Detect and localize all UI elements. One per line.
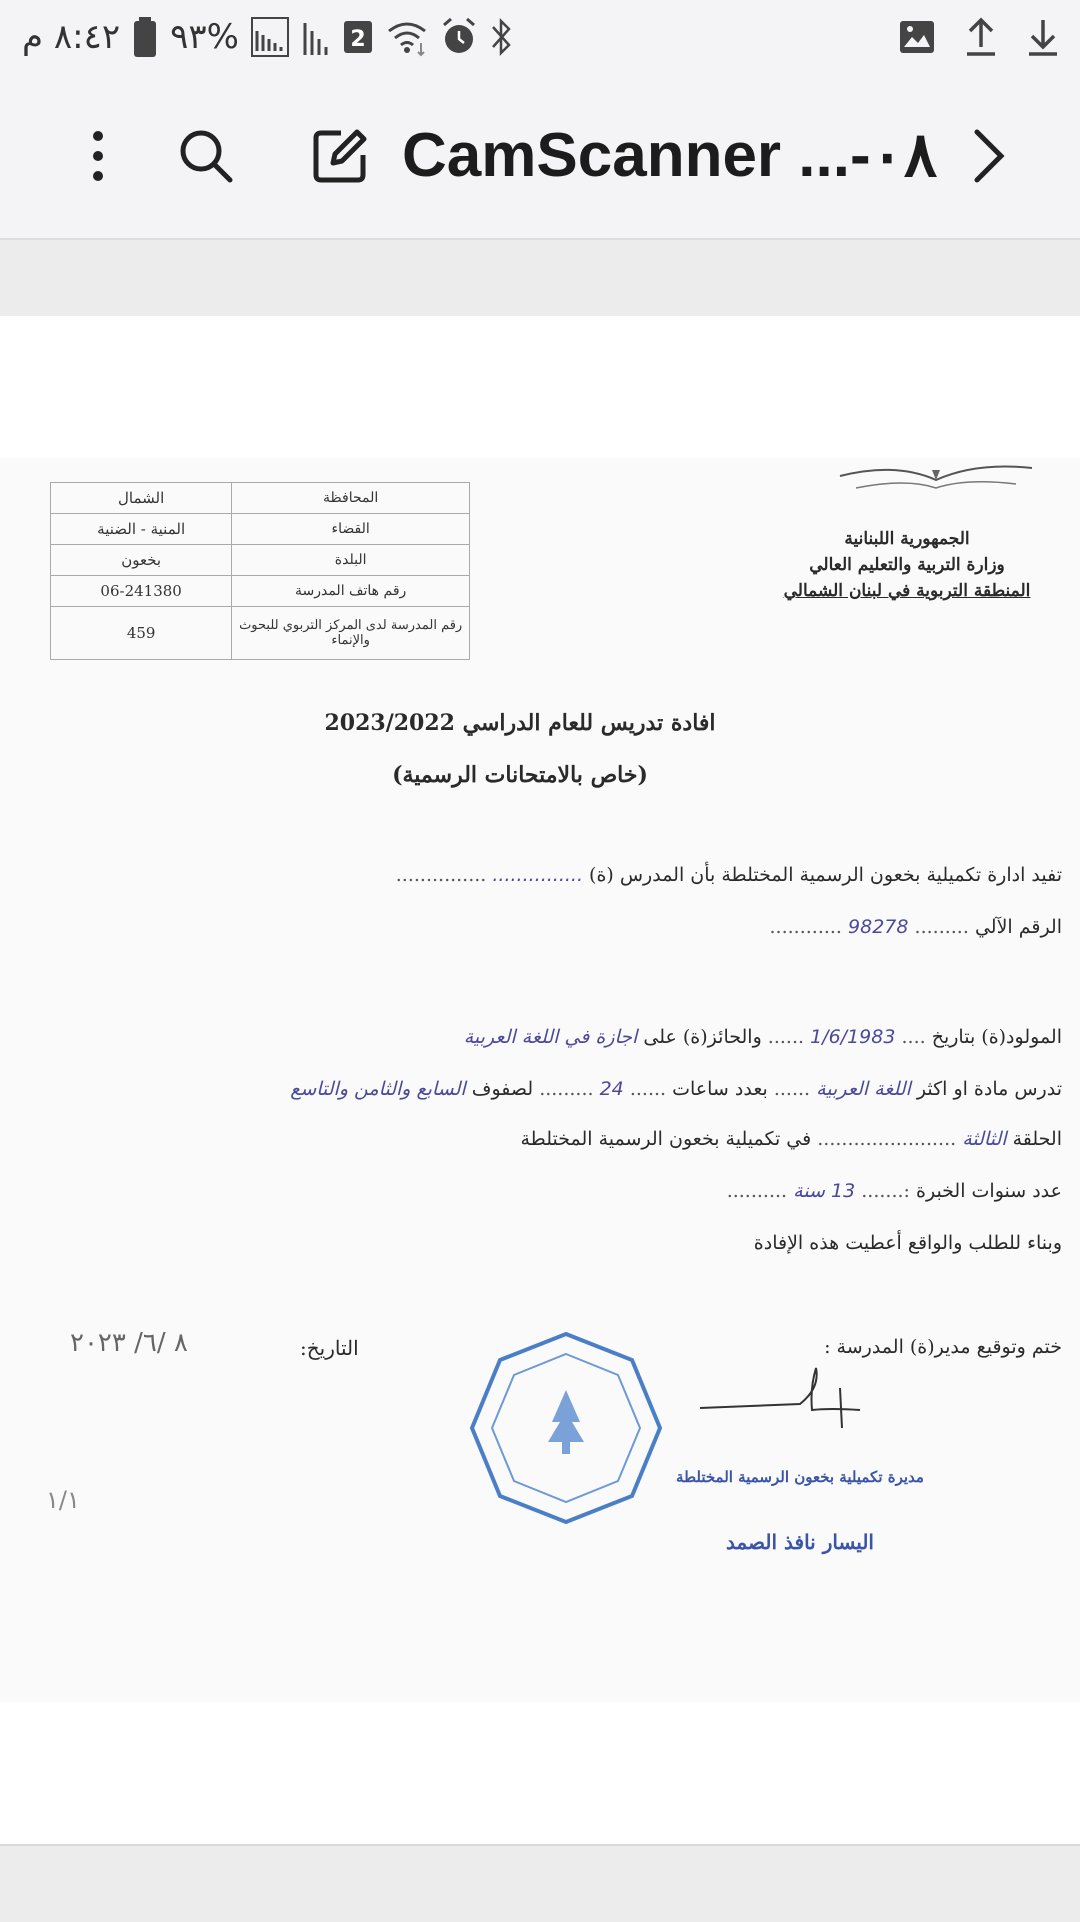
- status-left: [22, 12, 513, 62]
- document-page[interactable]: [0, 316, 1080, 1844]
- body-line-5: الحلقة الثالثة ....................... في تكميلية بخعون الرسمية المختلطة: [520, 1128, 1062, 1150]
- body-line-4: تدرس مادة او اكثر اللغة العربية ...... بعدد ساعات ...... 24 ......... لصفوف السابع والثامن والتاسع: [290, 1078, 1062, 1100]
- clock: ٨:٤٢ م: [22, 17, 121, 57]
- download-icon[interactable]: [1026, 17, 1060, 57]
- line6-text: عدد سنوات الخبرة: [916, 1180, 1062, 1202]
- line7-text: وبناء للطلب والواقع أعطيت هذه الإفادة: [753, 1232, 1062, 1254]
- line5-text-a: الحلقة: [1012, 1128, 1062, 1150]
- date-label: التاريخ:: [300, 1336, 359, 1360]
- table-cell-value: المنية - الضنية: [51, 514, 232, 545]
- body-line-2: الرقم الآلي ......... 98278 ............: [769, 916, 1062, 938]
- signature-icon: [690, 1348, 870, 1438]
- serial-number-handwritten: 98278: [848, 916, 909, 938]
- page-indicator: ١/١: [46, 1486, 80, 1514]
- line5-text-b: في تكميلية بخعون الرسمية المختلطة: [520, 1128, 812, 1150]
- table-row: [51, 545, 470, 576]
- chevron-right-icon[interactable]: [952, 120, 1024, 192]
- table-cell-value: 459: [51, 607, 232, 660]
- experience-handwritten: 13 سنة: [793, 1180, 856, 1202]
- line3-text-a: المولود(ة) بتاريخ: [931, 1026, 1062, 1048]
- signer-name: اليسار نافذ الصمد: [726, 1530, 874, 1554]
- school-stamp-icon: [468, 1330, 664, 1526]
- table-row: [51, 514, 470, 545]
- image-icon[interactable]: [898, 19, 936, 55]
- header-line-2: وزارة التربية والتعليم العالي: [809, 555, 1005, 575]
- document-title: CamScanner ...-٠٨: [402, 121, 938, 190]
- hours-handwritten: 24: [599, 1078, 624, 1100]
- battery-percent: %٩٣: [170, 17, 239, 57]
- body-line-1: تفيد ادارة تكميلية بخعون الرسمية المختلطة بأن المدرس (ة) ............... ...............: [395, 864, 1062, 886]
- table-cell-value: بخعون: [51, 545, 232, 576]
- line4-text-c: لصفوف: [471, 1078, 534, 1100]
- viewer-gap: [0, 240, 1080, 316]
- search-icon[interactable]: [170, 120, 242, 192]
- table-cell-value: الشمال: [51, 483, 232, 514]
- table-row: [51, 576, 470, 607]
- scanned-document: [0, 458, 1080, 1702]
- table-cell-label: رقم المدرسة لدى المركز التربوي للبحوث والإنماء: [232, 607, 470, 660]
- table-row: [51, 607, 470, 660]
- body-line-6: عدد سنوات الخبرة :....... 13 سنة ..........: [726, 1180, 1062, 1202]
- table-row: [51, 483, 470, 514]
- line1-text: تفيد ادارة تكميلية بخعون الرسمية المختلطة بأن المدرس (ة): [589, 864, 1062, 886]
- degree-handwritten: اجازة في اللغة العربية: [463, 1026, 638, 1048]
- sim-badge-text: 2: [350, 27, 366, 52]
- bluetooth-icon: [489, 17, 513, 57]
- header-line-1: الجمهورية اللبنانية: [844, 529, 970, 549]
- edit-icon[interactable]: [304, 120, 376, 192]
- document-subtitle: (خاص بالامتحانات الرسمية): [392, 762, 648, 788]
- grades-handwritten: السابع والثامن والتاسع: [290, 1078, 466, 1100]
- more-vert-icon[interactable]: [62, 120, 134, 192]
- status-right: [898, 12, 1060, 62]
- line4-text-b: بعدد ساعات: [672, 1078, 768, 1100]
- line3-text-b: والحائز(ة) على: [643, 1026, 762, 1048]
- line2-text: الرقم الآلي: [974, 916, 1062, 938]
- subject-handwritten: اللغة العربية: [816, 1078, 911, 1100]
- table-cell-label: القضاء: [232, 514, 470, 545]
- signal-box-icon: [251, 17, 289, 57]
- body-line-7: [754, 1232, 1062, 1254]
- signature-label: ختم وتوقيع مدير(ة) المدرسة :: [824, 1336, 1062, 1358]
- bottom-bar: [0, 1844, 1080, 1922]
- table-cell-label: رقم هاتف المدرسة: [232, 576, 470, 607]
- date-handwritten: ٨ /٦/ ٢٠٢٣: [70, 1328, 188, 1358]
- teacher-name-handwritten: ...............: [492, 864, 583, 886]
- sim-badge-icon: [343, 20, 373, 54]
- body-line-3: المولود(ة) بتاريخ .... 1/6/1983 ...... والحائز(ة) على اجازة في اللغة العربية: [463, 1026, 1062, 1048]
- alarm-icon: [441, 17, 477, 57]
- line4-text-a: تدرس مادة او اكثر: [916, 1078, 1062, 1100]
- cycle-handwritten: الثالثة: [962, 1128, 1007, 1150]
- document-main-title: افادة تدريس للعام الدراسي 2023/2022: [324, 710, 716, 736]
- school-info-table: [50, 482, 470, 660]
- app-bar: [0, 74, 1080, 240]
- birth-date-handwritten: 1/6/1983: [810, 1026, 896, 1048]
- status-bar: [0, 0, 1080, 74]
- header-line-3: المنطقة التربوية في لبنان الشمالي: [783, 581, 1031, 601]
- signal-bars-icon: [301, 17, 331, 57]
- table-cell-label: المحافظة: [232, 483, 470, 514]
- header-organization: [752, 526, 1062, 604]
- wifi-icon: [385, 17, 429, 57]
- table-cell-label: البلدة: [232, 545, 470, 576]
- ministry-logo-icon: [836, 458, 1036, 498]
- battery-icon: [132, 17, 158, 57]
- table-cell-value: 06-241380: [51, 576, 232, 607]
- signer-title: مديرة تكميلية بخعون الرسمية المختلطة: [676, 1468, 924, 1486]
- upload-icon[interactable]: [964, 17, 998, 57]
